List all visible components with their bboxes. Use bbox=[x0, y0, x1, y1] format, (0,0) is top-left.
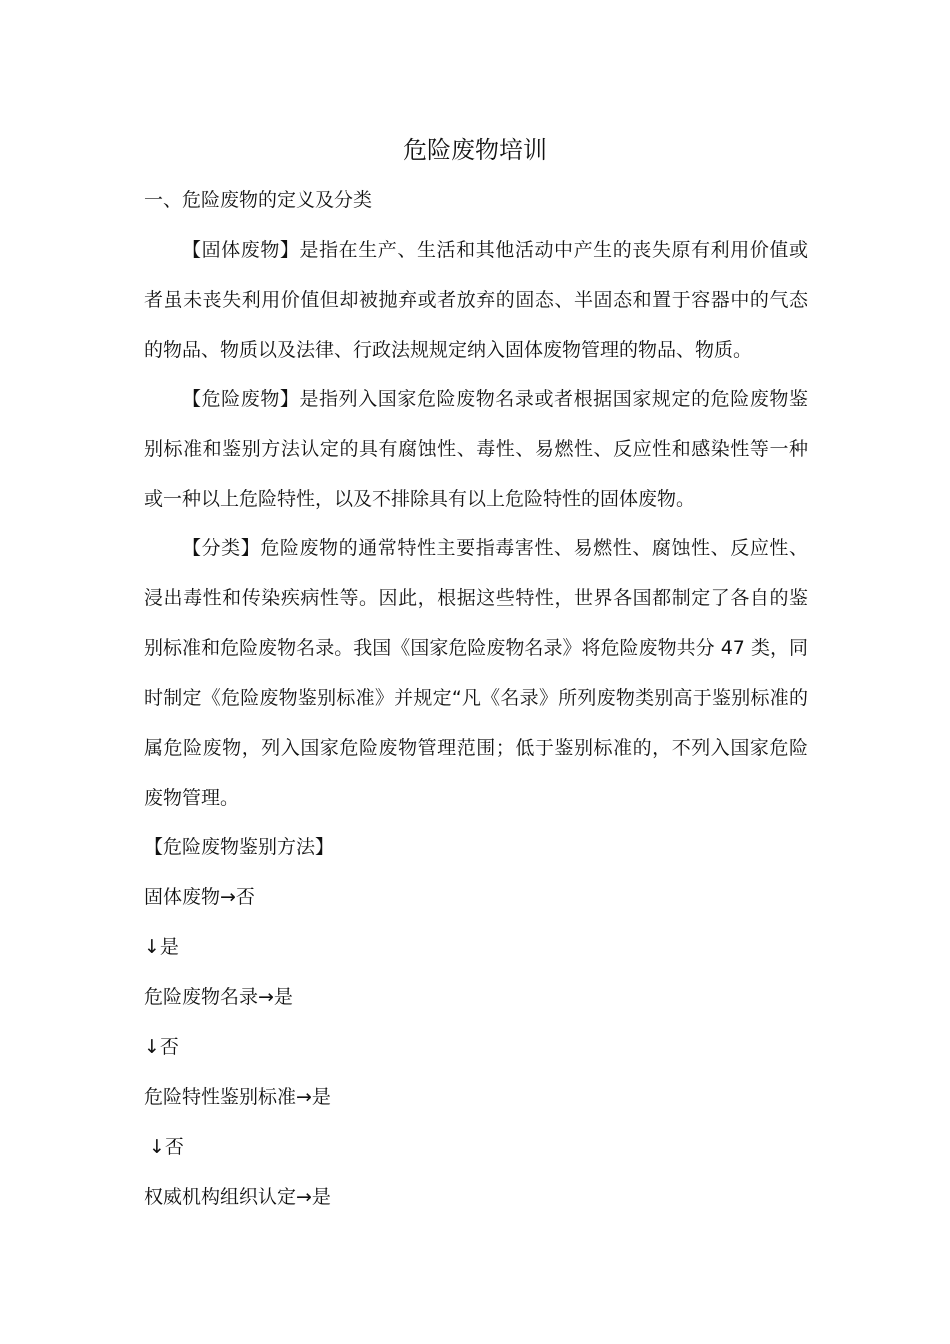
section-heading: 一、危险废物的定义及分类 bbox=[144, 189, 373, 211]
flow-line: 危险废物名录→是 bbox=[144, 986, 293, 1008]
paragraph-classification: 【分类】危险废物的通常特性主要指毒害性、易燃性、腐蚀性、反应性、浸出毒性和传染疾病性等。因此，根据这些特性，世界各国都制定了各自的鉴别标准和危险废物名录。我国《国家危险废物名录》将危险废物共分 47 类，同时制定《危险废物鉴别标准》并规定“凡《名录》所列废物类别高于鉴别标准的属危险废物，列入国家危险废物管理范围；低于鉴别标准的，不列入国家危险废物管理。 bbox=[144, 537, 808, 809]
flow-line: 固体废物→否 bbox=[144, 886, 255, 908]
paragraph-solid-waste: 【固体废物】是指在生产、生活和其他活动中产生的丧失原有利用价值或者虽未丧失利用价值但却被抛弃或者放弃的固态、半固态和置于容器中的气态的物品、物质以及法律、行政法规规定纳入固体废物管理的物品、物质。 bbox=[144, 239, 808, 361]
document-title: 危险废物培训 bbox=[403, 136, 547, 164]
flow-line: ↓是 bbox=[144, 936, 179, 958]
method-heading: 【危险废物鉴别方法】 bbox=[144, 836, 335, 858]
flow-line: 权威机构组织认定→是 bbox=[144, 1186, 331, 1208]
flow-line: ↓否 bbox=[149, 1136, 184, 1158]
flow-line: ↓否 bbox=[144, 1036, 179, 1058]
flow-line: 危险特性鉴别标准→是 bbox=[144, 1086, 331, 1108]
paragraph-hazardous-waste: 【危险废物】是指列入国家危险废物名录或者根据国家规定的危险废物鉴别标准和鉴别方法认定的具有腐蚀性、毒性、易燃性、反应性和感染性等一种或一种以上危险特性，以及不排除具有以上危险特性的固体废物。 bbox=[144, 388, 808, 510]
